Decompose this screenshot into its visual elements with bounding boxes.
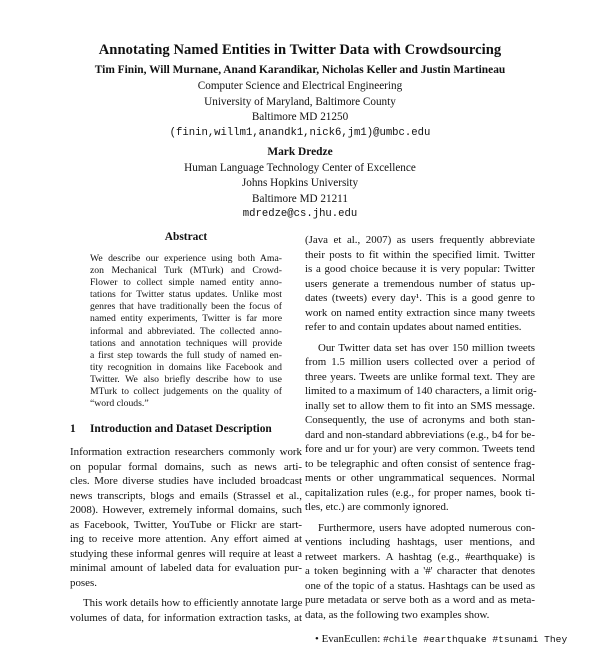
body-line: news transcripts, blogs and emails (Strassel et al., — [70, 489, 302, 502]
email-address: (finin,willm1,anandk1,nick6,jm1)@umbc.edu — [169, 126, 431, 139]
body-line: Furthermore, users have adopted numerous con- — [318, 521, 535, 534]
body-line: their posts to fit within the specified limit. Twitter — [305, 248, 535, 261]
body-line: three years. Tweets are unlike formal text. They are — [305, 370, 535, 383]
abstract-line: MTurk to collect judgements on the quality of — [90, 386, 282, 398]
body-line: dard and non-standard abbreviations (e.g., b4 for be- — [305, 428, 535, 441]
section-title: Introduction and Dataset Description — [90, 423, 272, 435]
body-line: to be telegraphic and often consist of sentence frag- — [305, 457, 535, 470]
body-line: dates (tweets) every day¹. This is a good genre to — [305, 292, 535, 304]
body-line: This work details how to efficiently annotate large — [83, 597, 303, 609]
abstract-line: tity recognition in domains like Facebook and — [90, 361, 282, 373]
abstract-line: tations for Twitter status updates. Unlike most — [90, 289, 282, 301]
body-line: on popular formal domains, such as news arti- — [70, 460, 302, 473]
affiliation-line: Human Language Technology Center of Excellence — [184, 161, 416, 174]
body-line: ments or other ungrammatical sequences. Normal — [305, 472, 535, 484]
body-line: limited to a maximum of 140 characters, a limit orig- — [305, 385, 537, 397]
abstract-line: a first step towards the full study of named en- — [90, 349, 282, 361]
body-line: studying these informal genres will require at least a — [70, 547, 302, 560]
body-line: volumes of data, for information extraction tasks, at — [70, 611, 302, 624]
body-line: Information extraction researchers commonly work — [70, 446, 302, 458]
bullet-icon: • — [315, 633, 319, 645]
section-heading — [70, 423, 272, 435]
tweet-example — [305, 632, 568, 647]
body-line: data, as the following two examples show. — [305, 608, 490, 621]
body-line: refer to and contain updates about named entities. — [305, 321, 522, 333]
body-line: (Java et al., 2007) as users frequently abbreviate — [305, 234, 535, 246]
body-line: Our Twitter data set has over 150 million tweets — [318, 341, 535, 354]
body-line: is a good choice because it is very popular: Twitter — [305, 263, 535, 275]
body-line: ing to receive more attention. Any effort aimed at — [70, 533, 302, 545]
body-line: pure metadata or serve both as a word and as meta- — [305, 594, 535, 606]
abstract-line: Flower to collect simple named entity anno- — [90, 277, 282, 289]
body-line: capitalization rules (e.g., for proper names, book ti- — [305, 486, 535, 499]
body-line: work on named entity extraction since many tweets — [305, 306, 535, 319]
affiliation-line: University of Maryland, Baltimore County — [204, 95, 396, 108]
abstract-heading: Abstract — [164, 231, 208, 243]
affiliation-line: Baltimore MD 21250 — [251, 111, 349, 124]
abstract-line: genres that have traditionally been the focus of — [90, 301, 282, 313]
affiliation-block-2 — [0, 145, 600, 223]
author-name: Mark Dredze — [267, 146, 333, 158]
abstract-line: We describe our experience using both Ama- — [90, 253, 282, 264]
abstract-line: “word clouds.” — [90, 398, 149, 410]
paper-title: Annotating Named Entities in Twitter Data with Crowdsourcing — [98, 42, 502, 58]
email-address: mdredze@cs.jhu.edu — [242, 208, 358, 221]
body-line: poses. — [70, 576, 97, 589]
section-number: 1 — [70, 423, 76, 435]
body-line: as Facebook, Twitter, YouTube or Flickr are start- — [70, 518, 302, 531]
body-line: cles. More diverse studies have included broadcast — [70, 475, 302, 487]
tweet-text: #chile #earthquake #tsunami They — [382, 634, 568, 645]
abstract-line: zon Mechanical Turk (MTurk) and Crowd- — [90, 265, 282, 277]
body-line: ventions including hashtags, user mentions, and — [305, 536, 535, 548]
tweet-user: EvanEcullen: — [321, 633, 381, 645]
abstract-line: named entity experiments, Twitter is far more — [90, 313, 282, 325]
abstract-line: tations and annotation techniques will provide — [90, 337, 282, 349]
affiliation-block-1 — [0, 79, 600, 141]
body-line: retweet markers. A hashtag (e.g., #earthquake) is — [305, 550, 535, 563]
affiliation-line: Johns Hopkins University — [241, 177, 359, 190]
left-column-body — [70, 445, 302, 625]
body-line: Consequently, the use of acronyms and both stan- — [305, 414, 535, 426]
body-line: a token beginning with a '#' character that denotes — [305, 565, 535, 577]
body-line: one of the topic of a status. Hashtags can be used as — [305, 579, 535, 592]
affiliation-line: Computer Science and Electrical Engineering — [197, 80, 403, 92]
body-line: 2008). However, extremely informal domains, such — [70, 504, 302, 516]
body-line: fore and ur for your) are very common. Tweets tend — [305, 443, 535, 455]
abstract-line: informal and abbreviated. The collected anno- — [90, 325, 282, 337]
abstract-body — [90, 253, 282, 410]
body-line: from 1.5 million users collected over a period of — [305, 356, 535, 368]
right-column-body — [305, 233, 568, 647]
body-line: inally set to allow them to fit into an SMS message. — [305, 399, 535, 412]
body-line: tles, etc.) are commonly ignored. — [305, 501, 449, 513]
affiliation-line: Baltimore MD 21211 — [252, 192, 348, 205]
body-line: minimal amount of labeled data for evaluation pur- — [70, 562, 302, 574]
abstract-line: Twitter. We also briefly describe how to use — [90, 373, 282, 385]
author-list: Tim Finin, Will Murnane, Anand Karandikar, Nicholas Keller and Justin Martineau — [94, 64, 506, 76]
body-line: users generate a tremendous number of status up- — [305, 277, 535, 290]
